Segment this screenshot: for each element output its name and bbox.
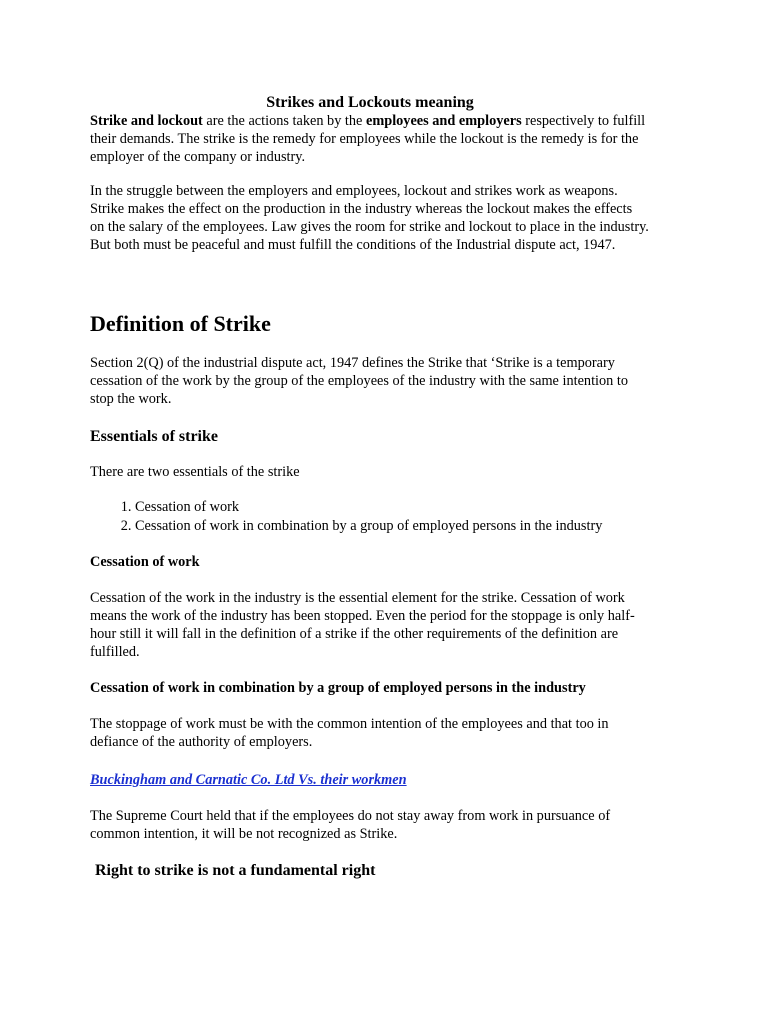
- combination-heading: Cessation of work in combination by a group of employed persons in the industry: [90, 680, 586, 696]
- right-to-strike-heading: Right to strike is not a fundamental right: [95, 862, 376, 879]
- list-item: 2. Cessation of work in combination by a group of employed persons in the industry: [135, 517, 650, 536]
- cessation-text: Cessation of the work in the industry is the essential element for the strike. Cessation of work means the work of the industry has been stopped. Even the period for the stoppage is only half-hour still it will fall in the definition of a strike if the other requirements of the definition are fulfilled.: [90, 590, 635, 660]
- intro-text-a: are the actions taken by the: [202, 113, 366, 129]
- case-link[interactable]: Buckingham and Carnatic Co. Ltd Vs. their workmen: [90, 772, 407, 788]
- definition-heading: Definition of Strike: [90, 311, 271, 336]
- essentials-list: [90, 498, 650, 536]
- essentials-intro: There are two essentials of the strike: [90, 464, 300, 480]
- combination-text: The stoppage of work must be with the common intention of the employees and that too in defiance of the authority of employers.: [90, 716, 609, 750]
- document-title: Strikes and Lockouts meaning: [266, 94, 474, 111]
- list-item: 1. Cessation of work: [135, 498, 650, 517]
- intro-bold-employees-employers: employees and employers: [365, 113, 522, 129]
- document-page: [90, 94, 650, 881]
- intro-text-b: respectively to fulfill their demands. The strike is the remedy for employees while the lockout is the remedy is for the employer of the company or industry.: [90, 113, 646, 165]
- intro-bold-strike-lockout: Strike and lockout: [90, 113, 203, 129]
- case-text: The Supreme Court held that if the employees do not stay away from work in pursuance of common intention, it will be not recognized as Strike.: [90, 808, 611, 842]
- intro-paragraph-2: In the struggle between the employers and employees, lockout and strikes work as weapons. Strike makes the effect on the production in the industry whereas the lockout makes the effects on the salary of the employees. Law gives the room for strike and lockout to place in the industry. But both must be peaceful and must fulfill the conditions of the Industrial dispute act, 1947.: [90, 183, 649, 253]
- cessation-heading: Cessation of work: [90, 554, 200, 570]
- definition-text: Section 2(Q) of the industrial dispute act, 1947 defines the Strike that ‘Strike is a temporary cessation of the work by the group of the employees of the industry with the same intention to stop the work.: [90, 355, 629, 407]
- intro-paragraph-1: [90, 112, 650, 166]
- essentials-heading: Essentials of strike: [90, 428, 218, 445]
